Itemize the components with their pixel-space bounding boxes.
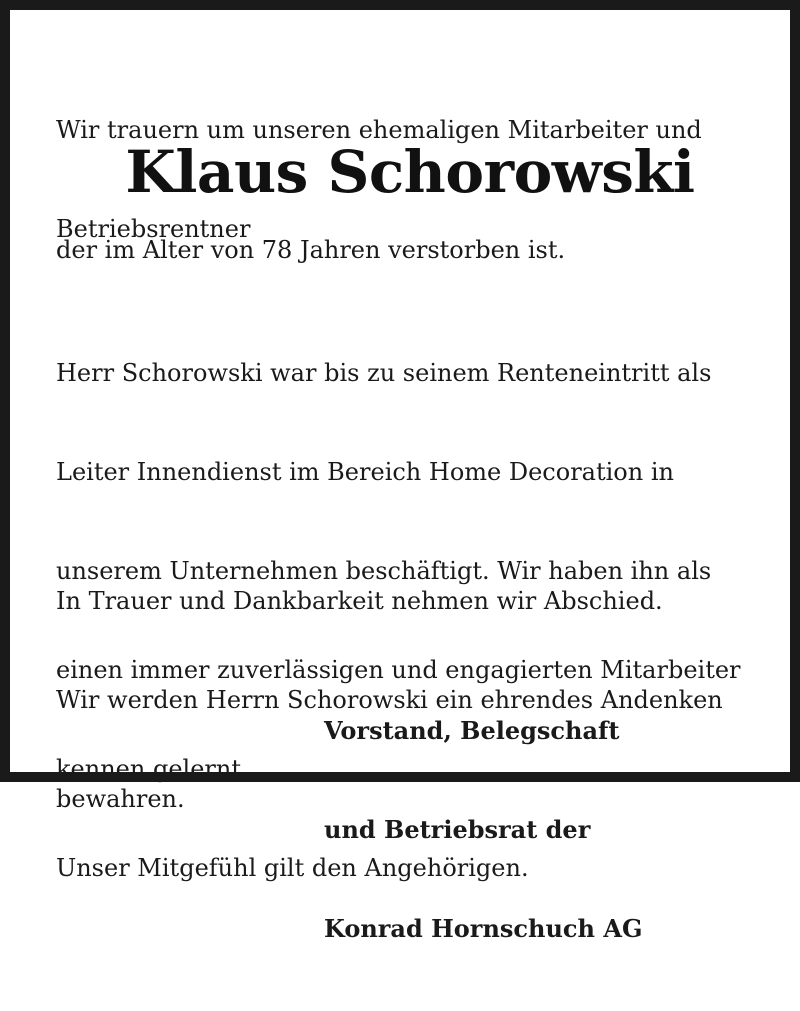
closing-line: Wir werden Herrn Schorowski ein ehrendes Andenken xyxy=(56,686,723,714)
tribute-line: Herr Schorowski war bis zu seinem Renteneintritt als xyxy=(56,359,712,387)
signature-line: und Betriebsrat der xyxy=(324,815,591,844)
signature-line: Vorstand, Belegschaft xyxy=(324,716,620,745)
tribute-line: kennen gelernt. xyxy=(56,755,249,783)
age-line: der im Alter von 78 Jahren verstorben ist. xyxy=(56,236,566,264)
tribute-line: einen immer zuverlässigen und engagierten Mitarbeiter xyxy=(56,656,741,684)
tribute-line: Leiter Innendienst im Bereich Home Decoration in xyxy=(56,458,674,486)
intro-line: Betriebsrentner xyxy=(56,215,251,243)
closing-line: In Trauer und Dankbarkeit nehmen wir Abschied. xyxy=(56,587,663,615)
intro-line: Wir trauern um unseren ehemaligen Mitarbeiter und xyxy=(56,116,702,144)
closing-line: bewahren. xyxy=(56,785,185,813)
deceased-name: Klaus Schorowski xyxy=(125,138,695,206)
tribute-line: unserem Unternehmen beschäftigt. Wir haben ihn als xyxy=(56,557,712,585)
tribute-line: Unser Mitgefühl gilt den Angehörigen. xyxy=(56,854,529,882)
signature-line: Konrad Hornschuch AG xyxy=(324,914,643,943)
signature-block xyxy=(324,648,642,1011)
